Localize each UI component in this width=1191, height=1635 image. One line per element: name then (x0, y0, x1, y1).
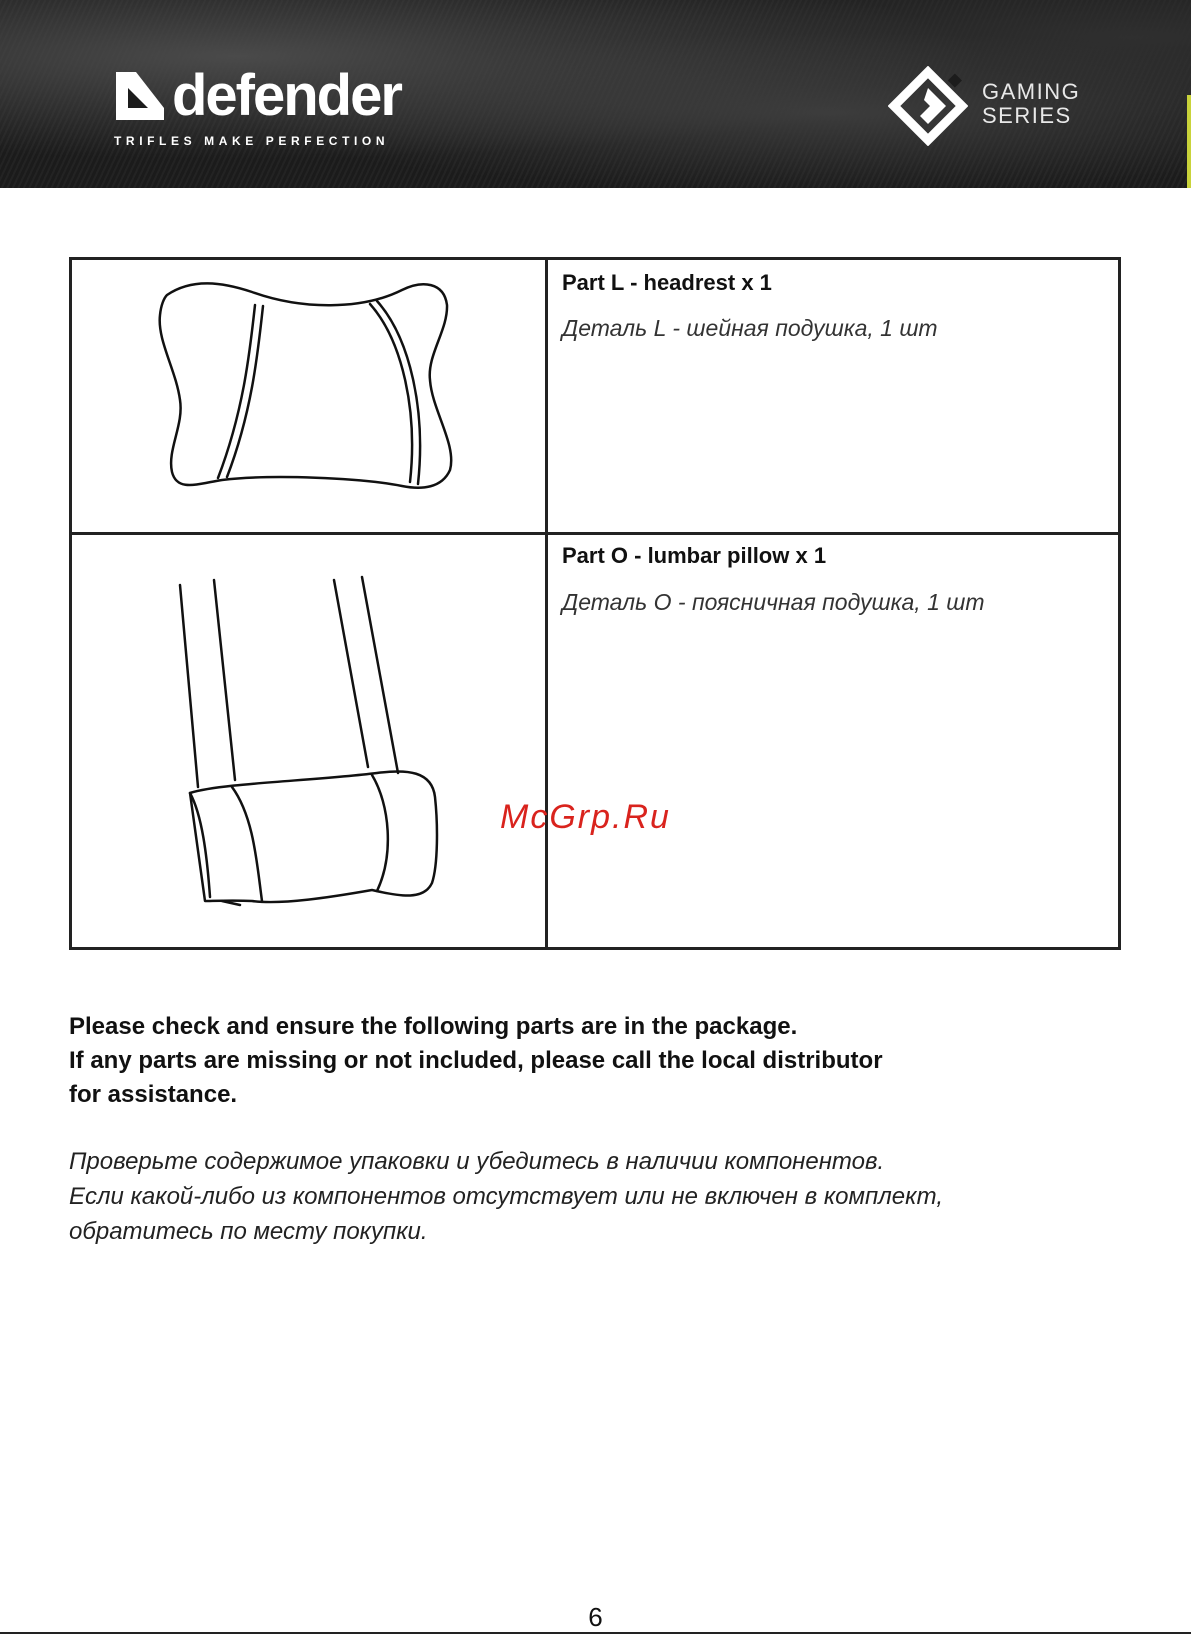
lumbar-title: Part O - lumbar pillow x 1 (562, 543, 827, 568)
defender-mark-icon (112, 68, 168, 124)
package-note-en (69, 1010, 883, 1112)
brand-logo (112, 63, 401, 128)
lumbar-image-cell (72, 535, 545, 947)
lumbar-title-ru: Деталь O - поясничная подушка, 1 шт (562, 589, 985, 615)
gaming-text-line2: SERIES (982, 103, 1072, 128)
note-en-line: Please check and ensure the following parts are in the package. (69, 1013, 798, 1040)
parts-table (69, 257, 1121, 950)
footer-rule (0, 1632, 1191, 1634)
gaming-series-text (982, 80, 1080, 128)
lumbar-text-cell (548, 535, 1118, 947)
headrest-title: Part L - headrest x 1 (562, 270, 772, 295)
headrest-text-cell (548, 260, 1118, 532)
watermark: McGrp.Ru (500, 798, 671, 836)
gaming-text-line1: GAMING (982, 79, 1081, 104)
note-en-line: If any parts are missing or not included, please call the local distributor (69, 1047, 883, 1074)
header-accent-stripe (1187, 95, 1191, 188)
brand-name: defender (172, 63, 401, 128)
page-number: 6 (588, 1602, 603, 1632)
package-note-ru (69, 1144, 943, 1249)
gaming-series-logo-icon (888, 66, 968, 146)
brand-tagline: TRIFLES MAKE PERFECTION (114, 134, 390, 148)
note-ru-line: Если какой-либо из компонентов отсутствует или не включен в комплект, (69, 1183, 944, 1210)
note-ru-line: обратитесь по месту покупки. (69, 1218, 428, 1245)
note-en-line: for assistance. (69, 1081, 238, 1108)
headrest-image-cell (72, 260, 545, 532)
lumbar-pillow-illustration (72, 535, 545, 947)
headrest-illustration (72, 260, 545, 532)
page-header (0, 0, 1191, 188)
headrest-title-ru: Деталь L - шейная подушка, 1 шт (562, 315, 938, 341)
note-ru-line: Проверьте содержимое упаковки и убедитесь в наличии компонентов. (69, 1148, 885, 1175)
